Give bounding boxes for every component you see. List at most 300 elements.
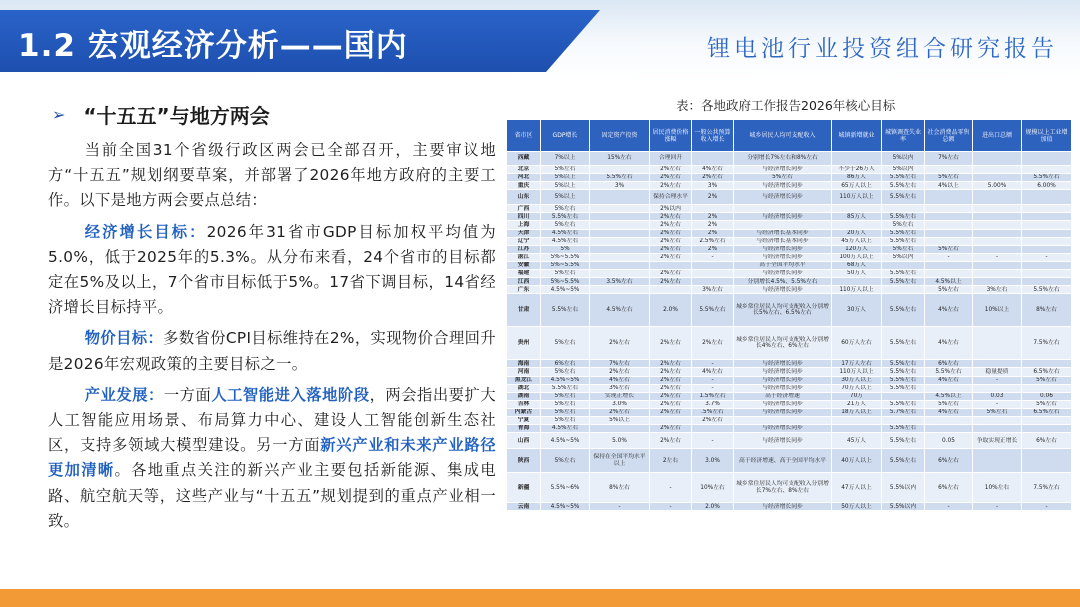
table-cell: 5%左右 xyxy=(541,392,590,400)
table-cell: 7%左右 xyxy=(925,152,973,166)
table-cell: 4%左右 xyxy=(590,376,650,384)
table-cell: - xyxy=(650,503,692,511)
table-cell: 4.5%左右 xyxy=(541,229,590,237)
province-cell: 安徽 xyxy=(507,261,541,269)
table-row xyxy=(507,152,1072,166)
table-cell: 高于经济增速 xyxy=(734,392,832,400)
table-cell: 5.5%左右 xyxy=(882,449,925,473)
table-cell: 5.5%左右 xyxy=(590,174,650,182)
table-cell: 2%左右 xyxy=(650,278,692,286)
table-cell: 10%左右 xyxy=(973,473,1022,503)
table-cell: 2%左右 xyxy=(692,174,734,182)
table-cell: 5%左右 xyxy=(734,174,832,182)
table-cell: 10%左右 xyxy=(692,473,734,503)
table-cell: 5%~5.5% xyxy=(541,261,590,269)
table-cell: 5.5%左右 xyxy=(882,270,925,278)
table-cell xyxy=(925,425,973,433)
table-cell: 2% xyxy=(692,229,734,237)
table-cell: 4.5%~5% xyxy=(541,286,590,294)
table-row xyxy=(507,286,1072,294)
column-header: 一般公共预算收入增长 xyxy=(692,120,734,152)
column-header: 规模以上工业增加值 xyxy=(1022,120,1072,152)
table-cell: 与经济增长同步 xyxy=(734,270,832,278)
table-cell: - xyxy=(590,503,650,511)
table-cell: 5.5%左右 xyxy=(882,368,925,376)
table-cell xyxy=(832,205,882,213)
table-cell: 5.5%左右 xyxy=(882,400,925,408)
table-cell xyxy=(590,205,650,213)
table-cell: 8%左右 xyxy=(590,473,650,503)
table-cell: 5%左右 xyxy=(541,205,590,213)
arrow-bullet-icon: ➢ xyxy=(52,104,66,124)
table-cell xyxy=(1022,416,1072,424)
table-row xyxy=(507,213,1072,221)
province-cell: 江西 xyxy=(507,278,541,286)
table-cell: 5%左右 xyxy=(541,368,590,376)
table-cell xyxy=(925,221,973,229)
targets-table xyxy=(506,119,1071,511)
table-cell: 3%左右 xyxy=(590,384,650,392)
table-cell xyxy=(882,416,925,424)
table-cell: 6.5%左右 xyxy=(1022,368,1072,376)
table-cell: 2%左右 xyxy=(590,368,650,376)
table-cell xyxy=(1022,205,1072,213)
table-cell: 7%左右 xyxy=(590,360,650,368)
table-row xyxy=(507,327,1072,360)
table-cell: 2%左右 xyxy=(590,327,650,360)
table-cell: 6%左右 xyxy=(925,449,973,473)
table-cell: 2%左右 xyxy=(650,229,692,237)
province-cell: 海南 xyxy=(507,360,541,368)
table-cell: 合理回升 xyxy=(650,152,692,166)
table-cell: 2%左右 xyxy=(650,174,692,182)
table-cell: 2% xyxy=(692,221,734,229)
table-cell: - xyxy=(925,253,973,261)
table-cell xyxy=(1022,190,1072,205)
table-cell: 5.5%左右 xyxy=(541,213,590,221)
table-cell: 7%以上 xyxy=(541,152,590,166)
table-cell: 2%左右 xyxy=(650,166,692,174)
table-cell: - xyxy=(650,473,692,503)
industry-text-1: 一方面 xyxy=(163,385,212,404)
table-cell: 与经济增长基本同步 xyxy=(734,237,832,245)
table-cell: 2%左右 xyxy=(650,392,692,400)
table-cell: 5.5%左右 xyxy=(541,384,590,392)
table-cell: 5.5%左右 xyxy=(541,294,590,327)
table-row xyxy=(507,221,1072,229)
table-row xyxy=(507,425,1072,433)
table-cell: 110万人以上 xyxy=(832,286,882,294)
table-cell: 2%左右 xyxy=(650,400,692,408)
table-cell: 5.5%左右 xyxy=(882,213,925,221)
table-cell: 2%左右 xyxy=(650,327,692,360)
table-cell xyxy=(1022,221,1072,229)
table-cell xyxy=(882,205,925,213)
table-cell xyxy=(973,360,1022,368)
column-header: GDP增长 xyxy=(541,120,590,152)
table-row xyxy=(507,368,1072,376)
table-cell: 实现正增长 xyxy=(590,392,650,400)
table-cell: 城乡常住居民人均可支配收入分别增长7%左右、8%左右 xyxy=(734,473,832,503)
province-cell: 北京 xyxy=(507,166,541,174)
table-cell: 不少于26万人 xyxy=(832,166,882,174)
table-cell: 稳量提质 xyxy=(973,368,1022,376)
table-cell: 5% xyxy=(541,245,590,253)
table-cell: 5.5%~6% xyxy=(541,473,590,503)
table-row xyxy=(507,182,1072,190)
table-cell: 2左右 xyxy=(650,449,692,473)
price-text: 多数省份CPI目标维持在2%，实现物价合理回升是2026年宏观政策的主要目标之一。 xyxy=(48,329,496,373)
province-cell: 河北 xyxy=(507,174,541,182)
table-cell: - xyxy=(973,503,1022,511)
table-cell xyxy=(882,261,925,269)
price-paragraph xyxy=(48,326,496,376)
table-cell: 0.03 xyxy=(973,392,1022,400)
table-cell xyxy=(590,229,650,237)
table-cell xyxy=(590,425,650,433)
table-cell: 6.00% xyxy=(1022,182,1072,190)
province-cell: 湖南 xyxy=(507,392,541,400)
table-cell: 5%左右 xyxy=(882,245,925,253)
table-cell xyxy=(832,221,882,229)
table-cell: 5%左右 xyxy=(541,221,590,229)
table-cell: 5%以上 xyxy=(590,416,650,424)
table-cell xyxy=(973,278,1022,286)
province-cell: 广西 xyxy=(507,205,541,213)
table-cell: 2%左右 xyxy=(650,368,692,376)
industry-paragraph xyxy=(48,383,496,534)
table-cell: 5%左右 xyxy=(541,408,590,416)
table-cell: 4%左右 xyxy=(925,327,973,360)
table-row xyxy=(507,400,1072,408)
table-cell: 5%左右 xyxy=(925,245,973,253)
table-cell xyxy=(925,416,973,424)
industry-text-2: ，两会指出要扩大人工智能应用场景、布局算力中心、建设人工智能创新生态社区，支持多领域大模型建设。另一方面 xyxy=(48,385,496,455)
table-cell: 5%左右 xyxy=(925,400,973,408)
province-cell: 湖北 xyxy=(507,384,541,392)
table-cell: 5%左右 xyxy=(973,408,1022,416)
table-cell: 86万人 xyxy=(832,174,882,182)
table-cell: 0.05 xyxy=(925,433,973,449)
table-cell xyxy=(973,229,1022,237)
table-cell: 2% xyxy=(692,190,734,205)
table-cell: 50万人 xyxy=(832,270,882,278)
header-band xyxy=(0,0,1080,82)
table-cell xyxy=(1022,237,1072,245)
table-cell xyxy=(925,261,973,269)
table-cell: 15%左右 xyxy=(590,152,650,166)
table-row xyxy=(507,392,1072,400)
province-cell: 河南 xyxy=(507,368,541,376)
table-cell: 5%左右 xyxy=(541,400,590,408)
table-cell xyxy=(925,205,973,213)
table-cell xyxy=(832,152,882,166)
table-cell: 2%左右 xyxy=(692,327,734,360)
table-cell: 6.5%左右 xyxy=(1022,408,1072,416)
table-cell: 5.5%左右 xyxy=(882,294,925,327)
province-cell: 青海 xyxy=(507,425,541,433)
report-subtitle: 锂电池行业投资组合研究报告 xyxy=(707,36,1058,62)
table-cell xyxy=(925,229,973,237)
table-row xyxy=(507,205,1072,213)
province-cell: 江苏 xyxy=(507,245,541,253)
province-cell: 山西 xyxy=(507,433,541,449)
table-cell: 保持合理水平 xyxy=(650,190,692,205)
table-cell: 分别增长7%左右和8%左右 xyxy=(734,152,832,166)
table-cell: 5%~5.5% xyxy=(541,278,590,286)
industry-text-3: 。各地重点关注的新兴产业主要包括新能源、集成电路、航空航天等，这些产业与“十五五”规划提到的重点产业相一致。 xyxy=(48,461,496,530)
table-cell xyxy=(925,213,973,221)
table-cell xyxy=(1022,449,1072,473)
table-cell: 2%左右 xyxy=(650,433,692,449)
content-column xyxy=(48,98,496,534)
table-cell: 47万人以上 xyxy=(832,473,882,503)
table-cell xyxy=(973,327,1022,360)
table-cell: 保持在全国平均水平以上 xyxy=(590,449,650,473)
table-cell: 与经济增长同步 xyxy=(734,286,832,294)
table-cell: 与经济增长同步 xyxy=(734,182,832,190)
table-cell xyxy=(973,166,1022,174)
table-cell xyxy=(832,416,882,424)
province-cell: 陕西 xyxy=(507,449,541,473)
table-cell: 5%左右 xyxy=(541,416,590,424)
table-cell: 2%左右 xyxy=(650,270,692,278)
table-cell: - xyxy=(1022,253,1072,261)
table-cell: 与经济增长同步 xyxy=(734,400,832,408)
table-cell: 5.7%左右 xyxy=(882,408,925,416)
table-cell: 4%左右 xyxy=(925,408,973,416)
industry-highlight-emerging: 新兴产业和未来产业路径更加清晰 xyxy=(48,436,496,480)
table-cell xyxy=(973,213,1022,221)
table-cell: 68万人 xyxy=(832,261,882,269)
table-cell: 2%左右 xyxy=(692,416,734,424)
table-cell: 2%左右 xyxy=(590,408,650,416)
table-cell xyxy=(925,190,973,205)
table-cell xyxy=(973,205,1022,213)
table-row xyxy=(507,237,1072,245)
table-cell xyxy=(973,449,1022,473)
table-cell: 4.5%以上 xyxy=(925,392,973,400)
table-cell: 与经济增长同步 xyxy=(734,408,832,416)
table-cell xyxy=(692,278,734,286)
table-cell: 5%以上 xyxy=(541,174,590,182)
table-cell: 与经济增长同步 xyxy=(734,166,832,174)
table-row xyxy=(507,245,1072,253)
table-cell xyxy=(650,286,692,294)
price-label: 物价目标： xyxy=(84,329,164,348)
table-cell: 7.5%左右 xyxy=(1022,473,1072,503)
table-cell: 110万人以上 xyxy=(832,368,882,376)
table-cell: 与经济增长同步 xyxy=(734,384,832,392)
table-cell: 4.5%左右 xyxy=(541,237,590,245)
table-row xyxy=(507,174,1072,182)
table-row xyxy=(507,360,1072,368)
province-cell: 宁夏 xyxy=(507,416,541,424)
table-row xyxy=(507,449,1072,473)
targets-table-container xyxy=(506,119,1071,576)
table-cell: 5%左右 xyxy=(541,270,590,278)
table-cell xyxy=(734,416,832,424)
table-cell: 4%左右 xyxy=(925,376,973,384)
table-cell xyxy=(832,278,882,286)
column-header: 城镇调查失业率 xyxy=(882,120,925,152)
table-cell xyxy=(590,261,650,269)
footer-accent-bar xyxy=(0,589,1080,607)
table-cell: 5%左右 xyxy=(541,166,590,174)
province-cell: 山东 xyxy=(507,190,541,205)
table-cell: 120万人 xyxy=(832,245,882,253)
table-cell: 城乡常住居民人均可支配收入分别增长5%左右、6.5%左右 xyxy=(734,294,832,327)
table-cell xyxy=(973,270,1022,278)
table-cell xyxy=(1022,213,1072,221)
table-cell: 4.5%左右 xyxy=(541,425,590,433)
table-cell: 2%左右 xyxy=(650,384,692,392)
table-cell xyxy=(692,205,734,213)
table-cell: 5%左右 xyxy=(925,174,973,182)
table-row xyxy=(507,270,1072,278)
table-cell: 18万人以上 xyxy=(832,408,882,416)
table-cell xyxy=(734,221,832,229)
table-row xyxy=(507,408,1072,416)
table-row xyxy=(507,261,1072,269)
table-cell: 3%左右 xyxy=(692,286,734,294)
table-cell: 100万人以上 xyxy=(832,253,882,261)
table-cell: 3% xyxy=(692,182,734,190)
table-cell: - xyxy=(692,433,734,449)
table-cell xyxy=(973,237,1022,245)
table-cell: - xyxy=(692,376,734,384)
table-cell: 2.0% xyxy=(692,503,734,511)
table-cell: 2%左右 xyxy=(650,360,692,368)
table-cell: 1.5%左右 xyxy=(692,392,734,400)
table-row xyxy=(507,416,1072,424)
intro-paragraph: 当前全国31个省级行政区两会已全部召开，主要审议地方“十五五”规划纲要草案，并部署了2026年地方政府的主要工作。以下是地方两会要点总结： xyxy=(48,141,496,210)
table-caption: 表：各地政府工作报告2026年核心目标 xyxy=(676,98,896,113)
table-cell xyxy=(832,425,882,433)
table-cell: 与经济增长同步 xyxy=(734,368,832,376)
province-cell: 广东 xyxy=(507,286,541,294)
table-row xyxy=(507,433,1072,449)
table-cell: 与经济增长同步 xyxy=(734,245,832,253)
table-cell xyxy=(973,384,1022,392)
growth-paragraph xyxy=(48,220,496,321)
table-cell xyxy=(973,416,1022,424)
table-cell: 与经济增长同步 xyxy=(734,190,832,205)
province-cell: 吉林 xyxy=(507,400,541,408)
table-cell: 5.5%左右 xyxy=(882,174,925,182)
table-cell: 5.5%左右 xyxy=(882,433,925,449)
section-title: “十五五”与地方两会 xyxy=(83,103,270,128)
province-cell: 四川 xyxy=(507,213,541,221)
column-header: 省市区 xyxy=(507,120,541,152)
province-cell: 黑龙江 xyxy=(507,376,541,384)
table-cell: 5%以上 xyxy=(541,190,590,205)
table-cell: 30万人以上 xyxy=(832,376,882,384)
table-cell: 5%以内 xyxy=(882,253,925,261)
table-cell xyxy=(1022,229,1072,237)
province-cell: 天津 xyxy=(507,229,541,237)
table-cell xyxy=(650,416,692,424)
table-cell: 2%左右 xyxy=(650,245,692,253)
column-header: 固定资产投资 xyxy=(590,120,650,152)
table-cell xyxy=(1022,425,1072,433)
table-cell xyxy=(925,270,973,278)
table-cell: 争取实现正增长 xyxy=(973,433,1022,449)
table-cell: 5.5%左右 xyxy=(882,360,925,368)
table-cell: 3.7% xyxy=(692,400,734,408)
table-cell xyxy=(1022,278,1072,286)
table-cell xyxy=(925,384,973,392)
table-cell xyxy=(692,152,734,166)
table-cell: 高于全国平均水平 xyxy=(734,261,832,269)
table-cell: 21万人 xyxy=(832,400,882,408)
table-cell xyxy=(590,237,650,245)
table-cell: 2%左右 xyxy=(650,237,692,245)
table-cell: 与经济增长同步 xyxy=(734,360,832,368)
table-cell: 5%左右 xyxy=(541,449,590,473)
table-cell: 5.5%左右 xyxy=(1022,174,1072,182)
table-cell: 110万人以上 xyxy=(832,190,882,205)
table-cell xyxy=(973,261,1022,269)
table-cell: - xyxy=(973,253,1022,261)
table-cell: 70万人以上 xyxy=(832,384,882,392)
table-cell: 与经济增长同步 xyxy=(734,503,832,511)
table-cell: 20万人 xyxy=(832,229,882,237)
table-cell: 与经济增长同步 xyxy=(734,213,832,221)
table-cell: 2%左右 xyxy=(650,221,692,229)
table-cell: 5%左右 xyxy=(925,286,973,294)
table-cell: 5.5%以内 xyxy=(882,503,925,511)
table-row xyxy=(507,384,1072,392)
table-cell: 30万人 xyxy=(832,294,882,327)
table-cell xyxy=(973,221,1022,229)
table-cell xyxy=(973,152,1022,166)
table-cell: 0.06 xyxy=(1022,392,1072,400)
table-cell: 2% xyxy=(692,245,734,253)
table-cell: 城乡常住居民人均可支配收入分别增长4%左右、6%左右 xyxy=(734,327,832,360)
page-title: 1.2 宏观经济分析——国内 xyxy=(18,28,408,64)
column-header: 社会消费品零售总额 xyxy=(925,120,973,152)
table-cell: 5.5%左右 xyxy=(1022,286,1072,294)
table-cell: 7.5%左右 xyxy=(1022,327,1072,360)
table-cell: 3.0% xyxy=(692,449,734,473)
column-header: 居民消费价格涨幅 xyxy=(650,120,692,152)
industry-highlight-ai: 人工智能进入落地阶段 xyxy=(211,385,370,404)
table-cell: 3% xyxy=(590,182,650,190)
table-cell: 3.5%左右 xyxy=(590,278,650,286)
table-cell xyxy=(973,425,1022,433)
table-row xyxy=(507,294,1072,327)
table-cell: - xyxy=(973,400,1022,408)
table-cell: 5.5%左右 xyxy=(882,190,925,205)
table-cell xyxy=(734,205,832,213)
province-cell: 福建 xyxy=(507,270,541,278)
table-cell xyxy=(692,425,734,433)
table-cell: - xyxy=(973,376,1022,384)
table-cell xyxy=(973,190,1022,205)
column-header: 进出口总额 xyxy=(973,120,1022,152)
table-cell: 6%左右 xyxy=(925,473,973,503)
table-cell: 4%左右 xyxy=(692,368,734,376)
table-cell: 4%以上 xyxy=(925,182,973,190)
table-cell: 2%左右 xyxy=(650,213,692,221)
table-cell: 45万人 xyxy=(832,433,882,449)
table-cell: 2%左右 xyxy=(650,408,692,416)
table-cell: 5.5%左右 xyxy=(882,384,925,392)
table-cell: 8%左右 xyxy=(1022,294,1072,327)
table-cell xyxy=(590,245,650,253)
table-cell: 5.5%左右 xyxy=(692,294,734,327)
